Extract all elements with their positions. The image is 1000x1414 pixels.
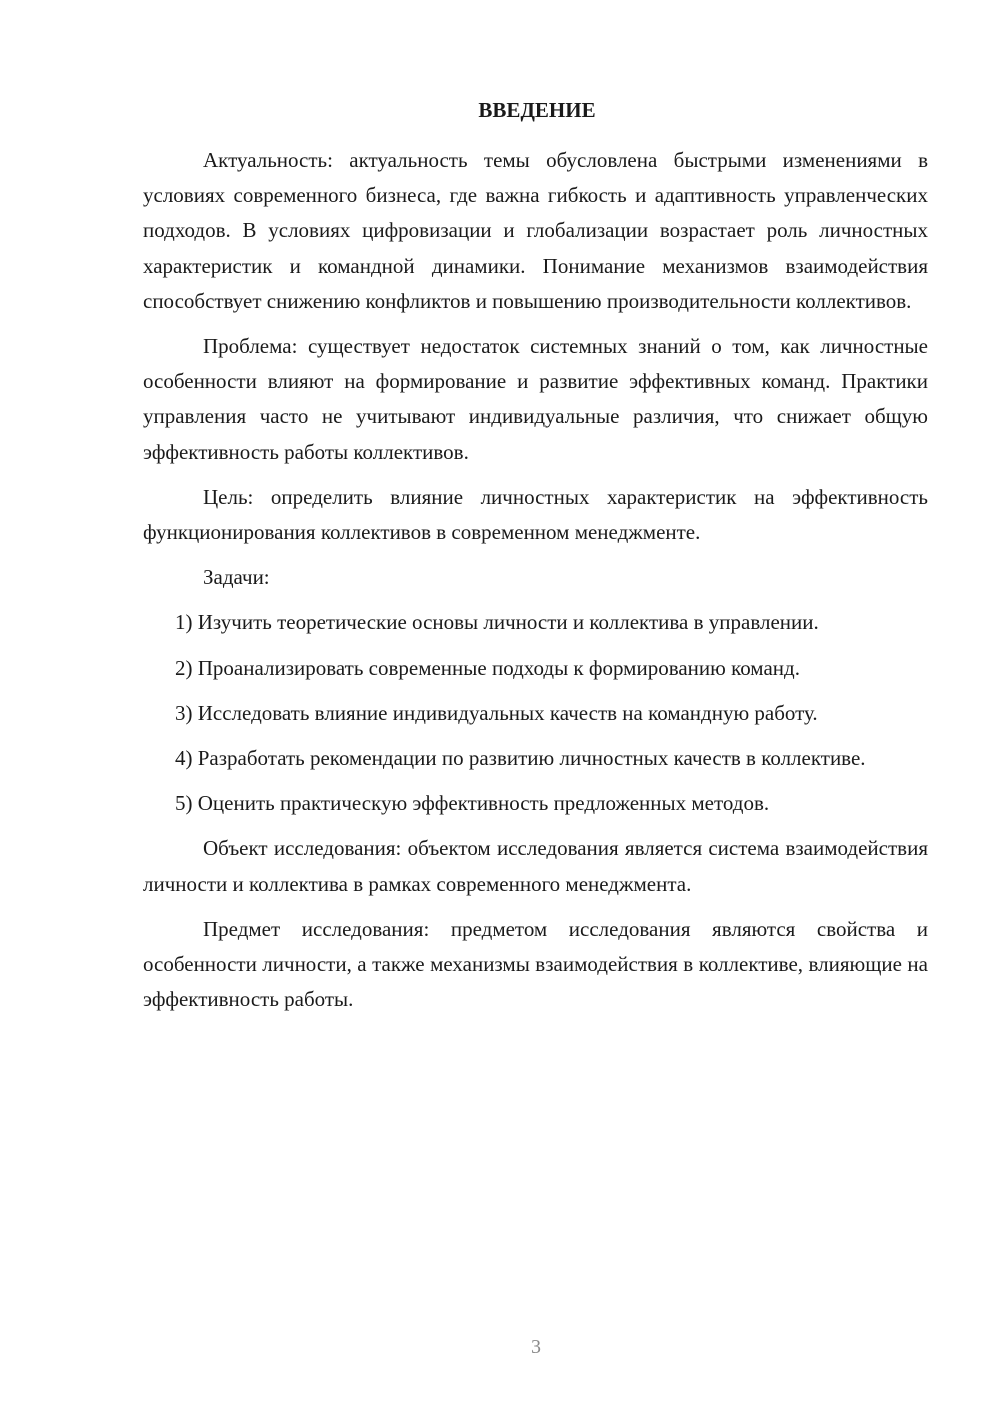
subject-paragraph: Предмет исследования: предметом исследования являются свойства и особенности личности, а также механизмы взаимодействия в коллективе, влияющие на эффективность работы.: [143, 916, 928, 1012]
document-page: [143, 95, 928, 1027]
page-number: 3: [531, 1336, 541, 1358]
object-paragraph: Объект исследования: объектом исследования является система взаимодействия личности и коллектива в рамках современного менеджмента.: [143, 836, 928, 896]
problem-paragraph: Проблема: существует недостаток системных знаний о том, как личностные особенности влияют на формирование и развитие эффективных команд. Практики управления часто не учитывают индивидуальные различия, что снижает общую эффективность работы коллективов.: [143, 334, 928, 464]
task-item-4: 4) Разработать рекомендации по развитию личностных качеств в коллективе.: [175, 746, 866, 771]
relevance-paragraph: Актуальность: актуальность темы обусловлена быстрыми изменениями в условиях современного бизнеса, где важна гибкость и адаптивность управленческих подходов. В условиях цифровизации и глобализации возрастает роль личностных характеристик и командной динамики. Понимание механизмов взаимодействия способствует снижению конфликтов и повышению производительности коллективов.: [143, 148, 928, 313]
section-heading: ВВЕДЕНИЕ: [478, 98, 596, 122]
task-item-2: 2) Проанализировать современные подходы к формированию команд.: [175, 655, 800, 680]
task-item-5: 5) Оценить практическую эффективность предложенных методов.: [175, 791, 770, 816]
goal-paragraph: Цель: определить влияние личностных характеристик на эффективность функционирования коллективов в современном менеджменте.: [143, 484, 928, 545]
task-item-3: 3) Исследовать влияние индивидуальных качеств на командную работу.: [175, 700, 818, 725]
task-item-1: 1) Изучить теоретические основы личности и коллектива в управлении.: [175, 610, 819, 635]
tasks-label: Задачи:: [203, 565, 270, 590]
